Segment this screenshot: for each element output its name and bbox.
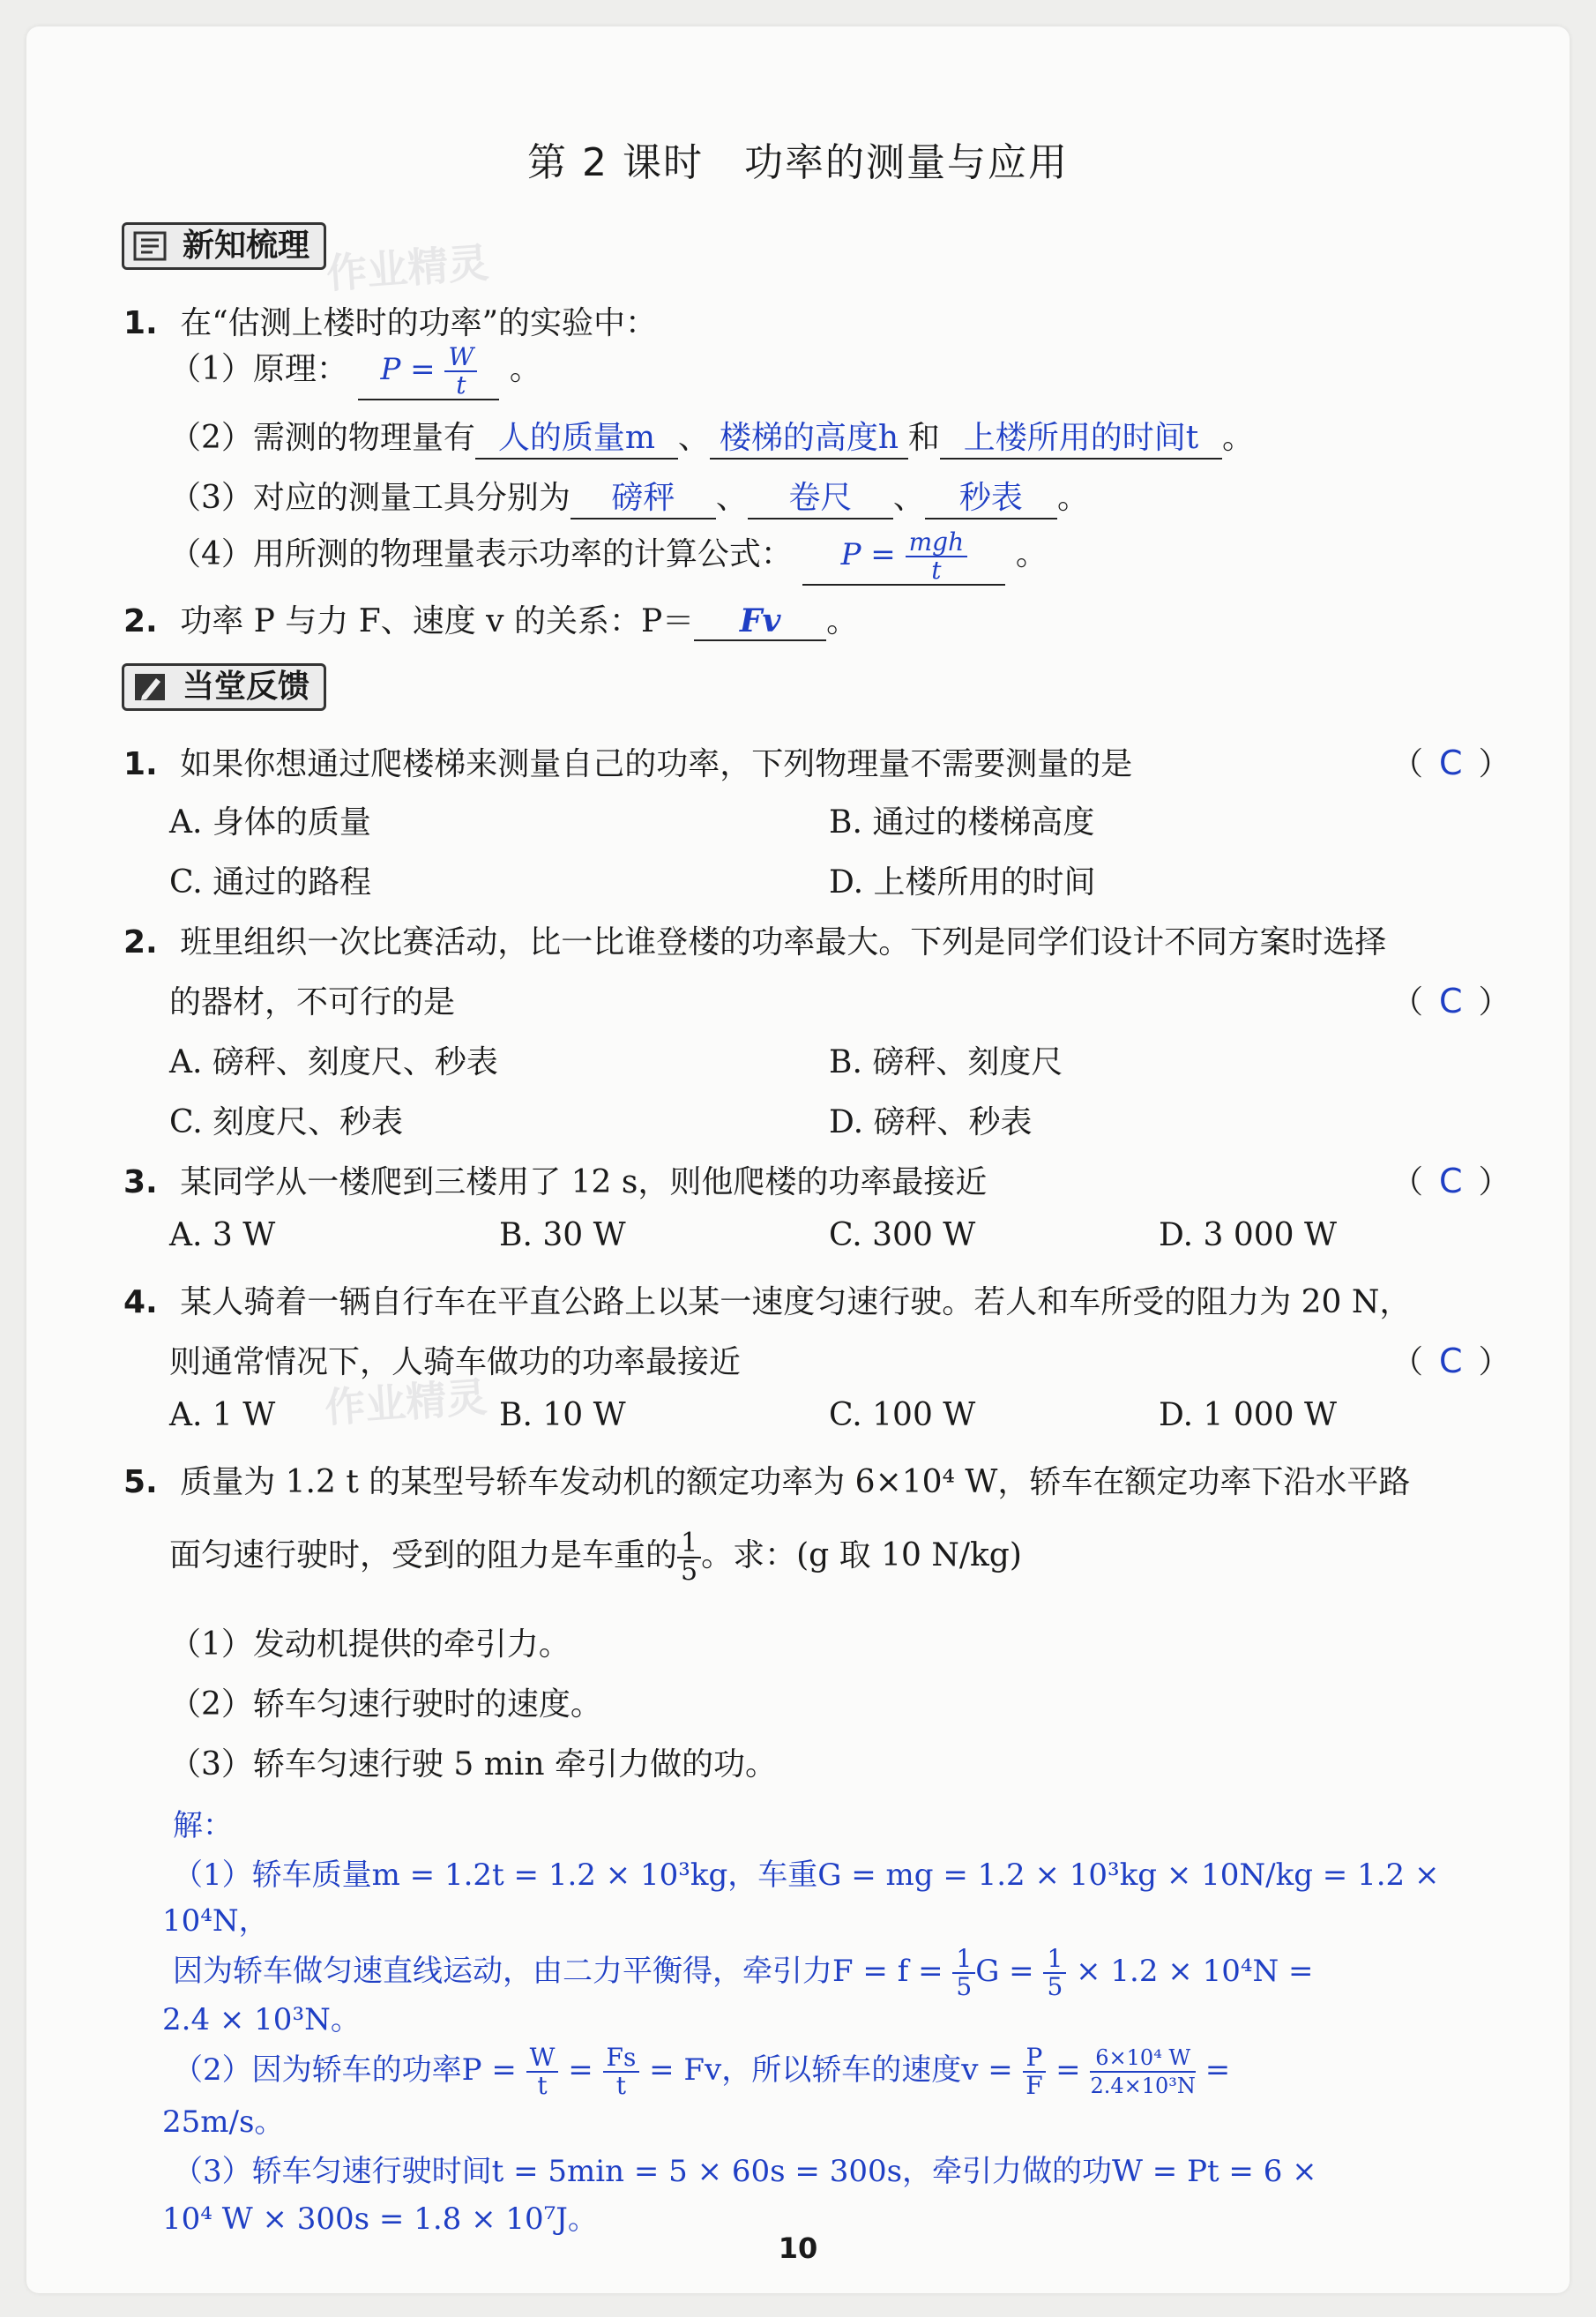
fb-question-2 [123,917,1386,962]
notebook-icon [133,230,168,262]
nk-question-1 [123,298,657,343]
page-number: 10 [778,2231,818,2265]
answer-choice: C [1439,1342,1463,1380]
frac-num: 1 [1043,1946,1066,1974]
nk-question-2 [123,596,858,641]
text: （2）因为轿车的功率P = [173,2052,526,2088]
option: D. 磅秤、秒表 [829,1104,1033,1140]
fraction [1090,2044,1195,2099]
fraction [526,2044,559,2099]
sub-question: （3）轿车匀速行驶 5 min 牵引力做的功。 [169,1746,777,1783]
text: = [1046,2052,1091,2088]
answer-blank: 人的质量m [475,413,678,460]
suffix: 。 [1056,480,1089,516]
frac-num: 1 [952,1946,975,1974]
fraction [677,1530,701,1585]
question-text-cont: 的器材，不可行的是 [169,984,456,1020]
fraction [952,1946,975,2000]
option: A. 磅秤、刻度尺、秒表 [169,1044,498,1080]
option: D. 1 000 W [1159,1397,1337,1433]
solution-line: 2.4 × 10³N。 [162,2002,361,2037]
fraction [1043,1946,1066,2000]
answer-choice: C [1439,744,1463,782]
answer-lhs: P = [840,537,896,572]
text: = [558,2052,603,2088]
fb-question-5 [123,1457,1410,1502]
suffix: 。 [509,351,541,387]
question-number: 4. [123,1284,158,1320]
frac-den: 2.4×10³N [1090,2074,1196,2098]
question-number: 1. [123,305,158,341]
answer-blank: 磅秤 [571,473,716,519]
question-text: 在“估测上楼时的功率”的实验中： [180,305,657,341]
suffix: 。 [826,603,859,639]
option: D. 3 000 W [1159,1217,1337,1253]
option: A. 身体的质量 [169,804,371,841]
frac-num: W [526,2044,559,2073]
pencil-icon [133,671,168,703]
answer-fraction [444,344,477,399]
question-text: 如果你想通过爬楼梯来测量自己的功率，下列物理量不需要测量的是 [180,746,1133,782]
fb-q1-answer-bracket: （ C ） [1391,744,1510,782]
frac-num: P [1023,2044,1047,2073]
solution-line: （3）轿车匀速行驶时间t = 5min = 5 × 60s = 300s，牵引力做的功W = Pt = 6 × [173,2154,1317,2189]
solution-label: 解： [173,1808,233,1843]
part-label: （3）对应的测量工具分别为 [169,480,571,516]
answer-blank [802,529,1005,586]
section-header-new-knowledge [122,222,326,270]
solution-line: 10⁴ W × 300s = 1.8 × 10⁷J。 [162,2201,598,2237]
answer-blank: 楼梯的高度h [710,413,908,460]
nk-q1-part3 [169,473,1089,519]
answer-blank [358,344,499,400]
text: = [1195,2052,1231,2088]
fraction [1023,2044,1047,2099]
answer-fraction [906,529,968,584]
frac-den: t [615,2071,627,2100]
frac-num: W [444,344,477,372]
section-title: 当堂反馈 [183,669,310,705]
question-number: 3. [123,1164,158,1200]
answer-choice: C [1439,1162,1463,1200]
part-label: （4）用所测的物理量表示功率的计算公式： [169,536,793,572]
option: C. 300 W [829,1217,976,1253]
text: 面匀速行驶时，受到的阻力是车重的 [169,1537,678,1573]
fb-q3-answer-bracket: （ C ） [1391,1162,1510,1200]
text: 因为轿车做匀速直线运动，由二力平衡得，牵引力F = f = [173,1954,953,1989]
answer-blank: 上楼所用的时间t [940,413,1222,460]
sub-question: （2）轿车匀速行驶时的速度。 [169,1686,602,1723]
option: C. 100 W [829,1397,976,1433]
frac-den: 5 [1047,1972,1063,2001]
frac-num: 6×10⁴ W [1090,2044,1195,2073]
question-number: 5. [123,1464,158,1500]
part-label: （2）需测的物理量有 [169,420,475,456]
question-text: 某同学从一楼爬到三楼用了 12 s，则他爬楼的功率最接近 [180,1164,988,1200]
question-number: 2. [123,603,158,639]
sep: 、 [715,480,748,516]
option: B. 通过的楼梯高度 [829,804,1095,841]
option: B. 磅秤、刻度尺 [829,1044,1063,1080]
answer-choice: C [1439,982,1463,1020]
answer-blank: 秒表 [925,473,1057,519]
option: C. 刻度尺、秒表 [169,1104,404,1140]
question-text: 班里组织一次比赛活动，比一比谁登楼的功率最大。下列是同学们设计不同方案时选择 [180,924,1387,960]
solution-line [173,1946,1314,2000]
answer-blank: Fv [694,602,826,641]
frac-num: Fs [603,2044,640,2073]
answer-blank: 卷尺 [748,473,893,519]
text: 。求：(g 取 10 N/kg) [701,1537,1022,1573]
question-text: 某人骑着一辆自行车在平直公路上以某一速度匀速行驶。若人和车所受的阻力为 20 N， [180,1284,1412,1320]
frac-den: 5 [681,1556,698,1587]
sub-question: （1）发动机提供的牵引力。 [169,1626,571,1663]
option: A. 1 W [169,1397,276,1433]
question-number: 2. [123,924,158,960]
frac-den: t [456,370,466,400]
option: A. 3 W [169,1217,276,1253]
question-text-cont [169,1530,1022,1585]
watermark: 作业精灵 [324,238,490,298]
sep: 和 [907,420,940,456]
section-header-feedback [122,663,326,711]
watermark: 作业精灵 [323,1372,488,1432]
option: B. 10 W [499,1397,626,1433]
question-text-cont: 则通常情况下，人骑车做功的功率最接近 [169,1344,742,1380]
fb-q4-answer-bracket: （ C ） [1391,1342,1510,1380]
nk-q1-part1 [169,344,541,400]
part-label: （1）原理： [169,351,348,387]
frac-den: t [931,556,942,585]
page-title: 第 2 课时 功率的测量与应用 [527,140,1069,185]
section-title: 新知梳理 [183,228,310,264]
solution-line [173,2044,1230,2099]
suffix: 。 [1015,536,1048,572]
frac-den: 5 [956,1972,973,2001]
fb-q2-answer-bracket: （ C ） [1391,982,1510,1020]
text: = Fv，所以轿车的速度v = [639,2052,1023,2088]
suffix: 。 [1221,420,1254,456]
fraction [603,2044,640,2099]
sep: 、 [677,420,710,456]
frac-den: t [537,2071,548,2100]
question-text: 质量为 1.2 t 的某型号轿车发动机的额定功率为 6×10⁴ W，轿车在额定功率下沿水平路 [180,1464,1411,1500]
sep: 、 [892,480,925,516]
fb-question-1 [123,739,1132,784]
option: D. 上楼所用的时间 [829,864,1096,901]
text: × 1.2 × 10⁴N = [1066,1954,1314,1989]
fb-question-4 [123,1277,1411,1322]
solution-line: 10⁴N， [162,1903,269,1939]
solution-line: 25m/s。 [162,2104,285,2140]
fb-question-3 [123,1157,987,1202]
option: B. 30 W [499,1217,626,1253]
solution-line: （1）轿车质量m = 1.2t = 1.2 × 10³kg，车重G = mg = 1.2 × 10³kg × 10N/kg = 1.2 × [173,1857,1440,1893]
frac-num: mgh [906,529,968,557]
nk-q1-part4 [169,529,1048,586]
question-text: 功率 P 与力 F、速度 v 的关系：P＝ [180,603,695,639]
option: C. 通过的路程 [169,864,372,901]
frac-num: 1 [677,1530,701,1558]
answer-lhs: P = [380,352,436,387]
nk-q1-part2 [169,413,1254,460]
text: G = [975,1954,1044,1989]
question-number: 1. [123,746,158,782]
frac-den: F [1025,2071,1043,2100]
